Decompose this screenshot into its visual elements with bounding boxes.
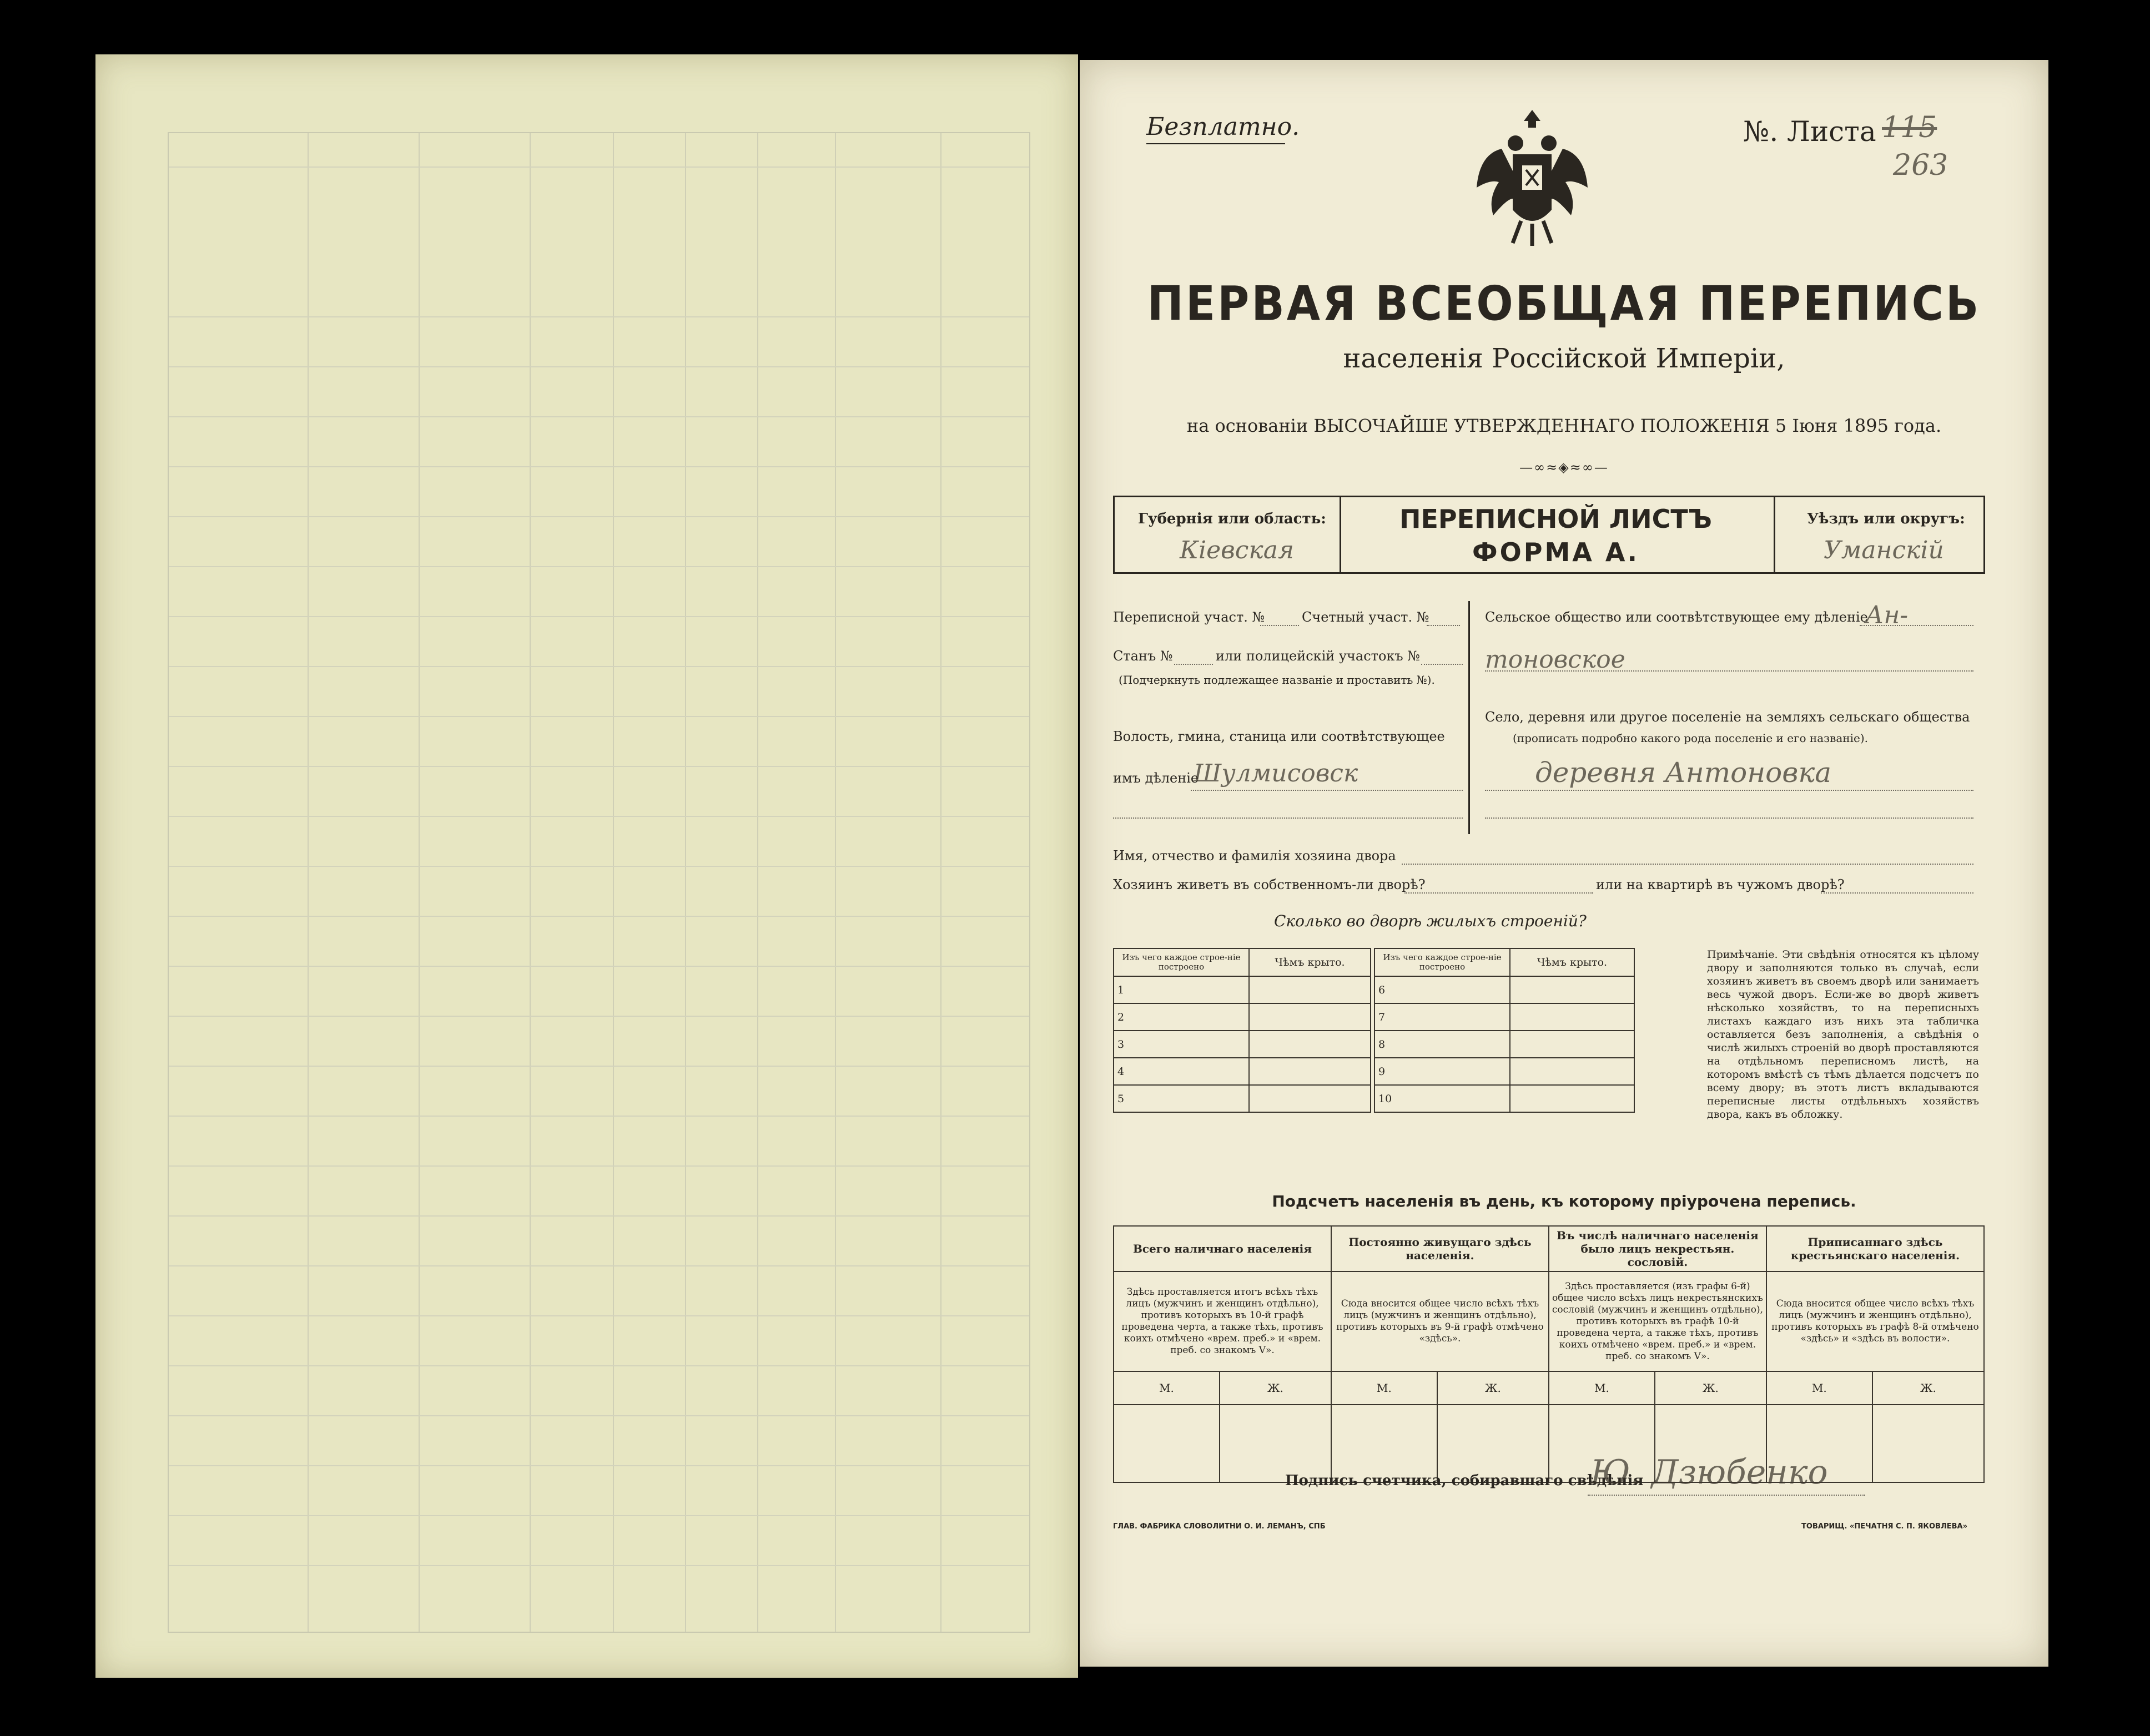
printer-left: ГЛАВ. ФАБРИКА СЛОВОЛИТНИ О. И. ЛЕМАНЪ, СПБ xyxy=(1113,1522,1326,1531)
population-col-desc: Здѣсь проставляется (изъ графы 6-й) общее число всѣхъ лицъ некрестьянскихъ сословій (мужчинъ и женщинъ отдѣльно), противъ которыхъ въ графѣ 10-й проведена черта, а также тѣхъ, противъ коихъ отмѣчено «врем. преб.» и «врем. преб. со знакомъ V». xyxy=(1549,1271,1766,1371)
male-label: М. xyxy=(1766,1371,1872,1405)
buildings-row-label: 10 xyxy=(1374,1085,1510,1112)
population-col-header: Въ числѣ наличнаго населенія было лицъ некрестьян. сословій. xyxy=(1549,1226,1766,1271)
double-headed-eagle-emblem xyxy=(1468,104,1596,260)
buildings-col-roof: Чѣмъ крыто. xyxy=(1249,948,1371,976)
buildings-row-label: 7 xyxy=(1374,1003,1510,1031)
column-divider xyxy=(1468,601,1470,834)
district-value: Уманскій xyxy=(1824,536,1944,564)
male-label: М. xyxy=(1331,1371,1437,1405)
police-district-label: или полицейскій участокъ № xyxy=(1216,648,1421,664)
buildings-row-label: 6 xyxy=(1374,976,1510,1003)
buildings-row-label: 4 xyxy=(1114,1058,1249,1085)
village-label: Село, деревня или другое поселеніе на земляхъ сельскаго общества xyxy=(1485,709,1970,725)
buildings-question: Сколько во дворѣ жилыхъ строеній? xyxy=(1274,912,1587,930)
male-label: М. xyxy=(1549,1371,1655,1405)
population-col-desc: Сюда вносится общее число всѣхъ тѣхъ лицъ (мужчинъ и женщинъ отдѣльно), противъ которыхъ въ 9-й графѣ отмѣчено «здѣсь». xyxy=(1331,1271,1549,1371)
signature-value: Ю. Дзюбенко xyxy=(1590,1453,1828,1492)
owner-lives-rent-label: или на квартирѣ въ чужомъ дворѣ? xyxy=(1596,877,1845,892)
police-note: (Подчеркнуть подлежащее названіе и проставить №). xyxy=(1119,673,1435,687)
buildings-table-right xyxy=(1374,948,1635,1113)
signature-label: Подпись счетчика, собиравшаго свѣдѣнія xyxy=(1285,1472,1644,1489)
district-label: Уѣздъ или округъ: xyxy=(1807,511,1965,527)
society-value-2: тоновское xyxy=(1485,645,1625,674)
population-col-desc: Сюда вносится общее число всѣхъ тѣхъ лицъ (мужчинъ и женщинъ отдѣльно), противъ которыхъ въ графѣ 8-й отмѣчено «здѣсь» и «здѣсь въ волости». xyxy=(1766,1271,1984,1371)
buildings-table-left xyxy=(1113,948,1371,1113)
legal-basis: на основаніи ВЫСОЧАЙШЕ УТВЕРЖДЕННАГО ПОЛОЖЕНІЯ 5 Іюня 1895 года. xyxy=(1186,415,1942,436)
female-label: Ж. xyxy=(1437,1371,1549,1405)
buildings-note: Примѣчаніе. Эти свѣдѣнія относятся къ цѣлому двору и заполняются только въ случаѣ, если хозяинъ живетъ въ своемъ дворѣ или занимаетъ весь чужой дворъ. Если-же во дворѣ живетъ нѣсколько хозяйствъ, то на переписныхъ листахъ каждаго изъ нихъ эта табличка оставляется безъ заполненія, а свѣдѣнія о числѣ жилыхъ строеній во дворѣ проставляются на отдѣльномъ переписномъ листѣ, на которомъ вмѣстѣ съ тѣмъ дѣлается подсчетъ по всему двору; въ этотъ листъ вкладываются переписные листы отдѣльныхъ хозяйствъ двора, какъ въ обложку. xyxy=(1707,948,1979,1121)
form-title: ФОРМА А. xyxy=(1472,537,1639,567)
left-page-grid xyxy=(168,132,1030,1633)
buildings-row-label: 5 xyxy=(1114,1085,1249,1112)
population-col-desc: Здѣсь проставляется итогъ всѣхъ тѣхъ лицъ (мужчинъ и женщинъ отдѣльно), противъ которыхъ въ 10-й графѣ проведена черта, а также тѣхъ, противъ коихъ отмѣчено «врем. преб.» и «врем. преб. со знакомъ V». xyxy=(1114,1271,1331,1371)
population-title: Подсчетъ населенія въ день, къ которому пріурочена перепись. xyxy=(1272,1192,1856,1210)
village-value: деревня Антоновка xyxy=(1535,756,1832,789)
buildings-row-label: 1 xyxy=(1114,976,1249,1003)
female-label: Ж. xyxy=(1655,1371,1766,1405)
society-value-1: Ан- xyxy=(1865,601,1909,629)
volost-label-line2: имъ дѣленіе xyxy=(1113,770,1199,786)
sheet-number-hand-1: 115 xyxy=(1882,111,1937,144)
subtitle: населенія Россійской Имперіи, xyxy=(1343,343,1785,374)
buildings-row-label: 2 xyxy=(1114,1003,1249,1031)
volost-label-line1: Волость, гмина, станица или соотвѣтствующее xyxy=(1113,729,1445,744)
stan-label: Станъ № xyxy=(1113,648,1173,664)
population-table xyxy=(1113,1225,1985,1483)
free-label-underline xyxy=(1146,143,1285,144)
left-page xyxy=(95,54,1078,1678)
buildings-col-material: Изъ чего каждое строе-ніе построено xyxy=(1114,948,1249,976)
sheet-number-hand-2: 263 xyxy=(1893,149,1948,182)
male-label: М. xyxy=(1114,1371,1220,1405)
sheet-title: ПЕРЕПИСНОЙ ЛИСТЪ xyxy=(1399,504,1712,534)
population-col-header: Всего наличнаго населенія xyxy=(1114,1226,1331,1271)
buildings-row-label: 3 xyxy=(1114,1031,1249,1058)
main-title: ПЕРВАЯ ВСЕОБЩАЯ ПЕРЕПИСЬ xyxy=(1147,276,1981,332)
buildings-row-label: 9 xyxy=(1374,1058,1510,1085)
owner-label: Имя, отчество и фамилія хозяина двора xyxy=(1113,848,1396,864)
population-col-header: Постоянно живущаго здѣсь населенія. xyxy=(1331,1226,1549,1271)
village-note: (прописать подробно какого рода поселеніе и его названіе). xyxy=(1513,731,1868,745)
census-form-page xyxy=(1080,60,2048,1667)
buildings-row-label: 8 xyxy=(1374,1031,1510,1058)
province-label: Губернія или область: xyxy=(1138,511,1326,527)
buildings-col-roof: Чѣмъ крыто. xyxy=(1510,948,1634,976)
population-col-header: Приписаннаго здѣсь крестьянскаго населенія. xyxy=(1766,1226,1984,1271)
female-label: Ж. xyxy=(1872,1371,1984,1405)
female-label: Ж. xyxy=(1220,1371,1331,1405)
buildings-col-material: Изъ чего каждое строе-ніе построено xyxy=(1374,948,1510,976)
sheet-number-label: №. Листа xyxy=(1743,115,1876,148)
province-value: Кіевская xyxy=(1180,536,1295,564)
ornament-divider: —∞≈◈≈∞— xyxy=(1519,460,1609,475)
counting-district-label: Счетный участ. № xyxy=(1302,609,1429,625)
free-label: Безплатно. xyxy=(1146,113,1300,141)
printer-right: ТОВАРИЩ. «ПЕЧАТНЯ С. П. ЯКОВЛЕВА» xyxy=(1801,1522,1967,1531)
society-label: Сельское общество или соотвѣтствующее ему дѣленіе xyxy=(1485,609,1868,625)
volost-value: Шулмисовск xyxy=(1194,759,1358,788)
census-district-label: Переписной участ. № xyxy=(1113,609,1265,625)
owner-lives-own-label: Хозяинъ живетъ въ собственномъ-ли дворѣ? xyxy=(1113,877,1426,892)
